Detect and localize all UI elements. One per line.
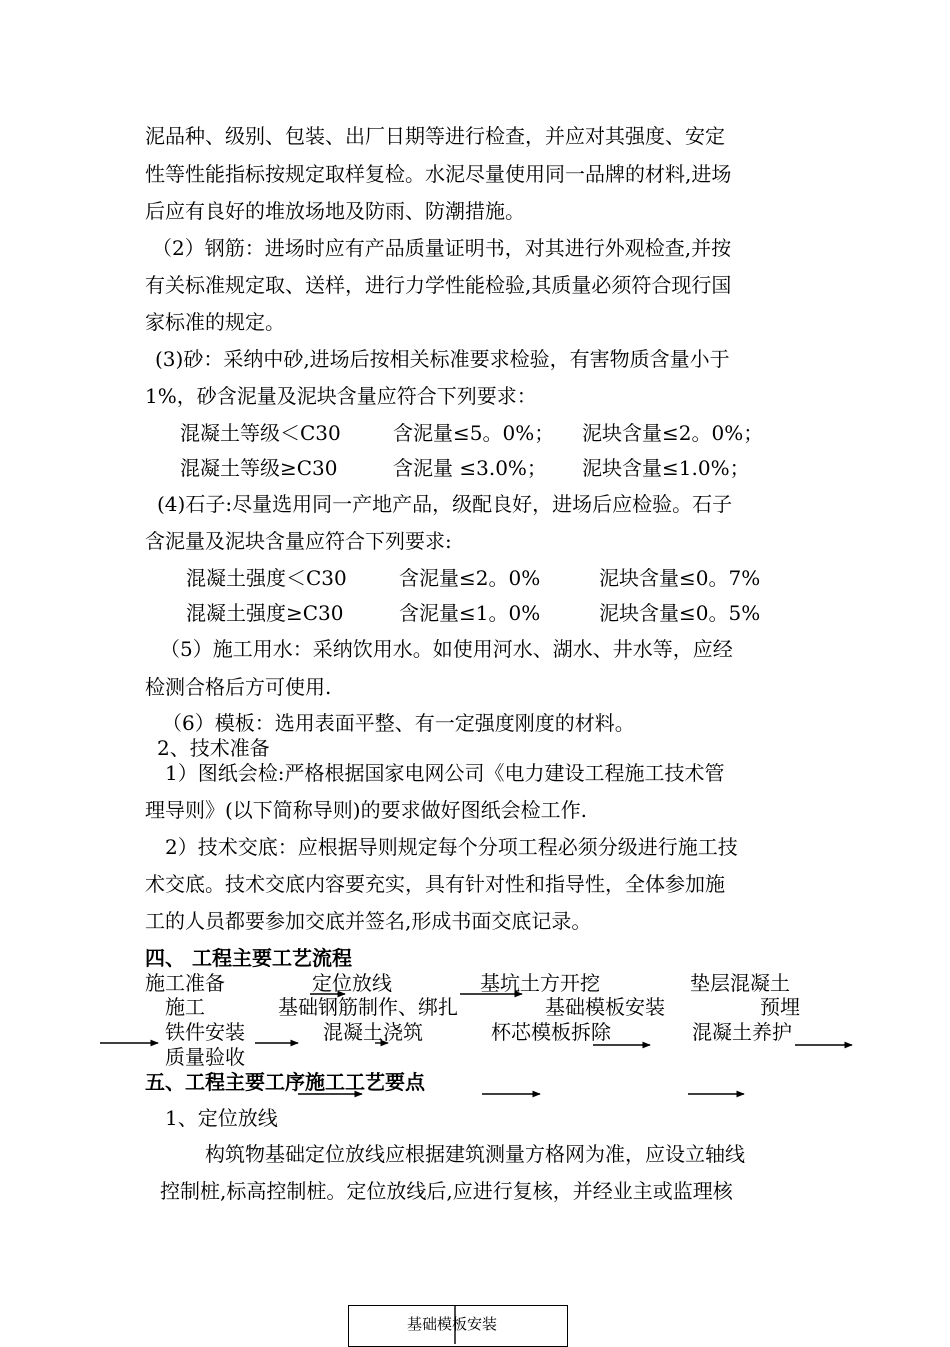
flow-step: 混凝土养护 bbox=[692, 1020, 792, 1044]
text-line: 有关标准规定取、送样，进行力学性能检验,其质量必须符合现行国 bbox=[145, 273, 732, 297]
sand-lump-high: 泥块含量≤1.0%； bbox=[582, 456, 750, 480]
flow-step: 垫层混凝土 bbox=[690, 971, 790, 995]
flow-step: 施工 bbox=[165, 995, 205, 1019]
sand-clay-low: 含泥量≤5。0%； bbox=[393, 421, 555, 445]
flow-step: 基础模板安装 bbox=[545, 995, 665, 1019]
flow-step: 铁件安装 bbox=[165, 1020, 245, 1044]
text-line: 1%，砂含泥量及泥块含量应符合下列要求： bbox=[145, 384, 537, 408]
section-heading: 2、技术准备 bbox=[157, 736, 270, 760]
text-line: 构筑物基础定位放线应根据建筑测量方格网为准，应设立轴线 bbox=[205, 1142, 745, 1166]
stone-grade-high: 混凝土强度≥C30 bbox=[186, 601, 344, 625]
flow-step: 杯芯模板拆除 bbox=[491, 1020, 611, 1044]
sand-grade-high: 混凝土等级≥C30 bbox=[180, 456, 338, 480]
sand-lump-low: 泥块含量≤2。0%； bbox=[582, 421, 764, 445]
flow-step: 施工准备 bbox=[145, 971, 225, 995]
text-line: 家标准的规定。 bbox=[145, 310, 285, 334]
stone-clay-low: 含泥量≤2。0% bbox=[399, 566, 541, 590]
flow-step: 质量验收 bbox=[165, 1045, 245, 1069]
sand-clay-high: 含泥量 ≤3.0%； bbox=[393, 456, 547, 480]
flow-step: 基坑土方开挖 bbox=[480, 971, 600, 995]
sand-grade-low: 混凝土等级＜C30 bbox=[180, 421, 341, 445]
text-line: 术交底。技术交底内容要充实，具有针对性和指导性，全体参加施 bbox=[145, 872, 725, 896]
stone-lump-high: 泥块含量≤0。5% bbox=[599, 601, 761, 625]
section-5-title: 五、工程主要工序施工工艺要点 bbox=[145, 1070, 425, 1094]
text-line: (3)砂：采纳中砂,进场后按相关标准要求检验，有害物质含量小于 bbox=[155, 347, 730, 371]
text-line: （5）施工用水：采纳饮用水。如使用河水、湖水、井水等，应经 bbox=[160, 637, 733, 661]
text-line: 检测合格后方可使用. bbox=[145, 675, 332, 699]
text-line: （2）钢筋：进场时应有产品质量证明书，对其进行外观检查,并按 bbox=[152, 236, 732, 260]
text-line: 控制桩,标高控制桩。定位放线后,应进行复核，并经业主或监理核 bbox=[160, 1179, 733, 1203]
text-line: (4)石子:尽量选用同一产地产品，级配良好，进场后应检验。石子 bbox=[157, 492, 733, 516]
stone-lump-low: 泥块含量≤0。7% bbox=[599, 566, 761, 590]
flow-step: 预埋 bbox=[760, 995, 800, 1019]
text-line: 泥品种、级别、包装、出厂日期等进行检查，并应对其强度、安定 bbox=[145, 124, 725, 148]
text-line: 理导则》(以下简称导则)的要求做好图纸会检工作. bbox=[145, 798, 587, 822]
flow-step: 混凝土浇筑 bbox=[323, 1020, 423, 1044]
subsection-heading: 1、定位放线 bbox=[165, 1106, 278, 1130]
text-line: 后应有良好的堆放场地及防雨、防潮措施。 bbox=[145, 199, 525, 223]
section-4-title: 四、 工程主要工艺流程 bbox=[145, 946, 352, 970]
text-line: 2）技术交底：应根据导则规定每个分项工程必须分级进行施工技 bbox=[165, 835, 738, 859]
flow-box bbox=[348, 1305, 568, 1347]
stone-clay-high: 含泥量≤1。0% bbox=[399, 601, 541, 625]
text-line: （6）模板：选用表面平整、有一定强度刚度的材料。 bbox=[162, 711, 635, 735]
flow-box-label: 基础模板安装 bbox=[407, 1315, 498, 1333]
stone-grade-low: 混凝土强度＜C30 bbox=[186, 566, 347, 590]
text-line: 性等性能指标按规定取样复检。水泥尽量使用同一品牌的材料,进场 bbox=[145, 162, 732, 186]
text-line: 含泥量及泥块含量应符合下列要求: bbox=[145, 529, 452, 553]
flow-step: 基础钢筋制作、绑扎 bbox=[278, 995, 458, 1019]
flow-step: 定位放线 bbox=[312, 971, 392, 995]
text-line: 1）图纸会检:严格根据国家电网公司《电力建设工程施工技术管 bbox=[165, 761, 725, 785]
text-line: 工的人员都要参加交底并签名,形成书面交底记录。 bbox=[145, 909, 592, 933]
